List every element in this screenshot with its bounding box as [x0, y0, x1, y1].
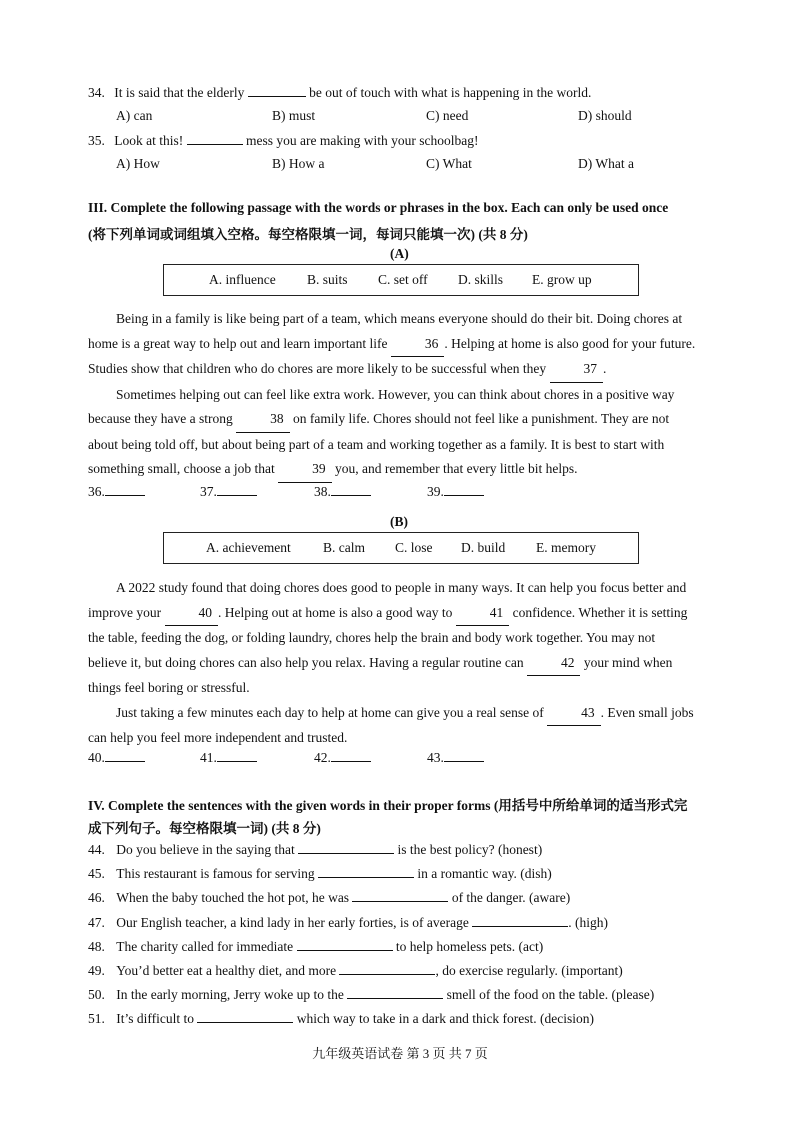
text: It’s difficult to [116, 1011, 194, 1026]
word-option: D. build [461, 540, 506, 555]
text: Just taking a few minutes each day to help at home can give you a real sense of [116, 704, 544, 720]
text: your mind when [583, 654, 673, 670]
answer-slot[interactable]: 36. [88, 483, 145, 500]
word-option: E. grow up [532, 272, 592, 287]
question-35 [88, 132, 478, 149]
word-option: A. influence [209, 272, 276, 287]
section-3-title-cn: (将下列单词或词组填入空格。每空格限填一词，每词只能填一次) (共 8 分) [88, 227, 528, 242]
blank-36[interactable]: 36 [391, 332, 445, 358]
option-a[interactable]: A) can [116, 108, 153, 123]
answer-blank[interactable] [187, 132, 243, 145]
text: smell of the food on the table. (please) [446, 987, 655, 1002]
word-option: C. set off [378, 272, 428, 287]
text: of the danger. (aware) [451, 890, 571, 905]
word-option: E. memory [536, 540, 596, 555]
question-number: 51. [88, 1011, 105, 1026]
text: The charity called for immediate [116, 939, 294, 954]
paragraph [88, 383, 720, 483]
text: , do exercise regularly. (important) [435, 963, 623, 978]
question-stem: mess you are making with your schoolbag! [246, 133, 479, 148]
paragraph [88, 576, 720, 701]
part-a-label: (A) [390, 246, 409, 261]
sentence-51 [88, 1010, 594, 1027]
answer-slot[interactable]: 41. [200, 749, 257, 766]
text: . [603, 361, 607, 376]
text: A 2022 study found that doing chores does good to people in many ways. It can help you focus better and [116, 580, 687, 595]
page-footer: 九年级英语试卷 第 3 页 共 7 页 [312, 1046, 488, 1061]
text: You’d better eat a healthy diet, and more [116, 963, 337, 978]
option-c[interactable]: C) need [426, 108, 469, 123]
part-b-label: (B) [390, 514, 408, 529]
answer-blank[interactable] [197, 1010, 293, 1023]
question-number: 35. [88, 133, 105, 148]
text: When the baby touched the hot pot, he was [116, 890, 350, 905]
text: confidence. Whether it is setting [512, 604, 688, 620]
blank-42[interactable]: 42 [527, 651, 581, 677]
question-number: 49. [88, 963, 105, 978]
blank-41[interactable]: 41 [456, 601, 510, 627]
text: can help you feel more independent and trusted. [88, 730, 348, 745]
text: Sometimes helping out can feel like extra work. However, you can think about chores in a positive way [116, 386, 675, 402]
question-number: 34. [88, 85, 105, 100]
text: . Helping out at home is also a good way to [218, 604, 453, 620]
question-number: 44. [88, 842, 105, 857]
question-number: 46. [88, 890, 105, 905]
section-3-title: III. Complete the following passage with the words or phrases in the box. Each can only be used once [88, 200, 669, 215]
sentence-45 [88, 865, 552, 882]
text: In the early morning, Jerry woke up to the [116, 987, 344, 1002]
text: This restaurant is famous for serving [116, 866, 315, 881]
blank-40[interactable]: 40 [165, 601, 219, 627]
option-d[interactable]: D) What a [578, 156, 634, 171]
word-option: A. achievement [206, 540, 291, 555]
passage-a [88, 307, 720, 483]
passage-b [88, 576, 720, 751]
word-option: C. lose [395, 540, 433, 555]
word-option: B. suits [307, 272, 348, 287]
word-option: B. calm [323, 540, 365, 555]
text: on family life. Chores should not feel like a punishment. They are not [292, 411, 670, 426]
text: Do you believe in the saying that [116, 842, 295, 857]
text: you, and remember that every little bit helps. [334, 461, 578, 476]
option-b[interactable]: B) must [272, 108, 316, 123]
question-stem: be out of touch with what is happening in the world. [309, 85, 592, 100]
text: improve your [88, 604, 162, 620]
answer-blank[interactable] [248, 84, 306, 97]
text: . (high) [568, 915, 608, 930]
blank-38[interactable]: 38 [236, 407, 290, 433]
text: . Even small jobs [600, 704, 694, 720]
paragraph [88, 307, 720, 383]
option-b[interactable]: B) How a [272, 156, 325, 171]
answer-blank[interactable] [347, 986, 443, 999]
answer-slot[interactable]: 40. [88, 749, 145, 766]
text: Our English teacher, a kind lady in her early forties, is of average [116, 915, 469, 930]
text: something small, choose a job that [88, 461, 275, 476]
word-box-b [163, 532, 639, 564]
section-4-title: IV. Complete the sentences with the given words in their proper forms (用括号中所给单词的适当形式完 [88, 798, 688, 813]
text: Studies show that children who do chores are more likely to be successful when they [88, 361, 547, 376]
answer-blank[interactable] [352, 889, 448, 902]
answer-blank[interactable] [297, 938, 393, 951]
text: because they have a strong [88, 411, 233, 426]
text: which way to take in a dark and thick forest. (decision) [296, 1011, 595, 1026]
question-stem: Look at this! [114, 133, 184, 148]
option-c[interactable]: C) What [426, 156, 472, 171]
blank-43[interactable]: 43 [547, 701, 601, 727]
text: is the best policy? (honest) [397, 842, 543, 857]
text: about being told off, but about being part of a team and working together as a family. It is best to start with [88, 436, 665, 452]
question-number: 45. [88, 866, 105, 881]
answer-slot[interactable]: 37. [200, 483, 257, 500]
sentence-46 [88, 889, 570, 906]
section-4-title-cn: 成下列句子。每空格限填一词) (共 8 分) [88, 821, 321, 836]
sentence-44 [88, 841, 542, 858]
question-stem: It is said that the elderly [114, 85, 245, 100]
blank-37[interactable]: 37 [550, 357, 604, 383]
word-option: D. skills [458, 272, 504, 287]
question-number: 48. [88, 939, 105, 954]
answer-blank[interactable] [298, 841, 394, 854]
paragraph [88, 701, 720, 751]
question-number: 47. [88, 915, 105, 930]
option-a[interactable]: A) How [116, 156, 160, 171]
answer-blank[interactable] [339, 962, 435, 975]
text: Being in a family is like being part of a team, which means everyone should do their bit. Doing chores at [116, 311, 683, 326]
word-box-a [163, 264, 639, 296]
option-d[interactable]: D) should [578, 108, 632, 123]
sentence-50 [88, 986, 654, 1003]
answer-blank[interactable] [472, 914, 568, 927]
answer-slot[interactable]: 38. [314, 483, 371, 500]
question-34 [88, 84, 591, 101]
text: believe it, but doing chores can also help you relax. Having a regular routine can [88, 654, 524, 670]
question-number: 50. [88, 987, 105, 1002]
sentence-49 [88, 962, 623, 979]
answer-blank[interactable] [318, 865, 414, 878]
answer-slot[interactable]: 39. [427, 483, 484, 500]
text: home is a great way to help out and learn important life [88, 335, 388, 351]
blank-39[interactable]: 39 [278, 457, 332, 483]
text: to help homeless pets. (act) [395, 939, 544, 954]
text: . Helping at home is also good for your future. [444, 335, 696, 351]
answer-slot[interactable]: 42. [314, 749, 371, 766]
sentence-48 [88, 938, 543, 955]
text: things feel boring or stressful. [88, 680, 250, 695]
text: in a romantic way. (dish) [417, 866, 552, 881]
answer-slot[interactable]: 43. [427, 749, 484, 766]
text: the table, feeding the dog, or folding laundry, chores help the brain and body work together. You may not [88, 630, 656, 645]
sentence-47 [88, 914, 608, 931]
